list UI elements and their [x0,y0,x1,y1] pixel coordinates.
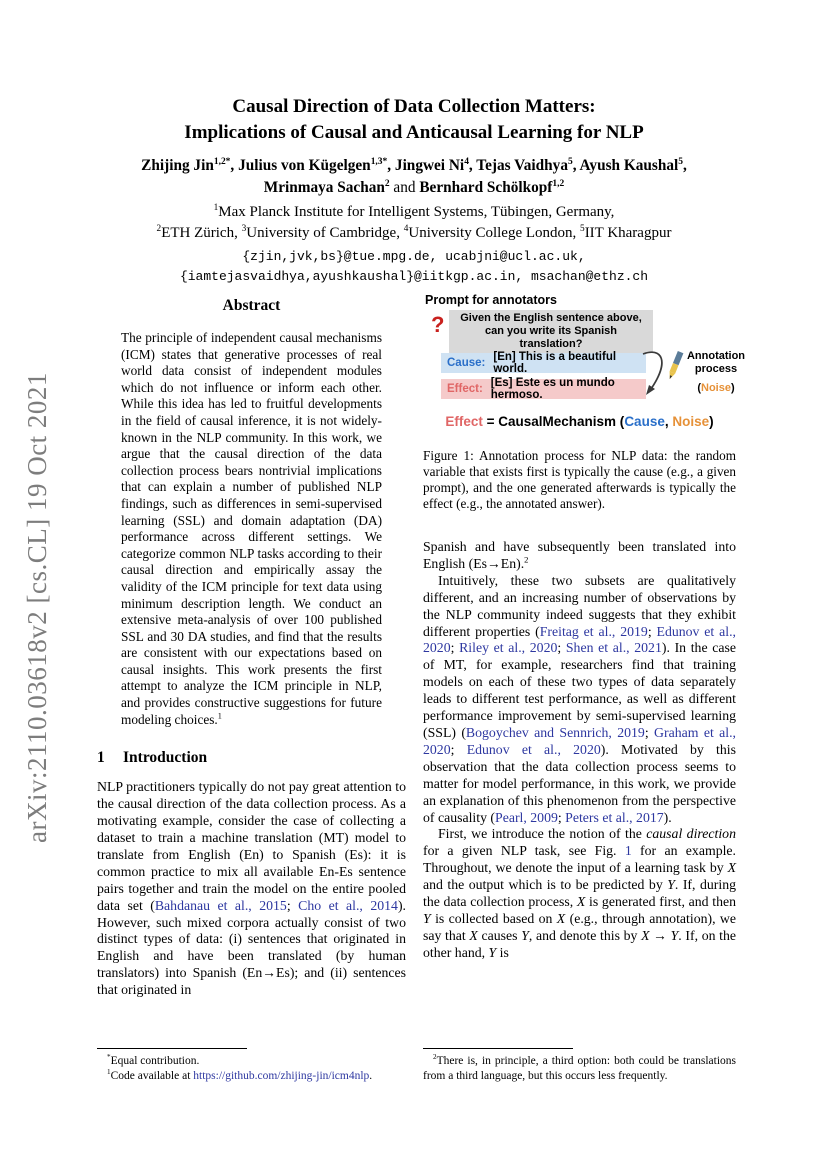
text-segment: and the output which is to be predicted by [423,877,668,893]
author-line-2 [0,177,828,199]
section-heading-introduction [97,749,406,767]
footnote-rule [423,1048,573,1049]
body-paragraph-2 [423,573,736,827]
text-segment: is collected based on [430,910,557,926]
citation-link[interactable]: Bogoychev and Sennrich, 2019 [465,724,645,740]
text-segment: , Jingwei Ni [387,157,465,174]
text-segment: ETH Zürich, [161,225,242,241]
paper-title [0,94,828,146]
footnote-code-link [97,1069,406,1083]
intro-paragraph [97,779,406,999]
text-segment: Bernhard Schölkopf [419,179,553,196]
body-paragraph-3 [423,826,736,961]
text-segment: . If, during the data collection process, [423,877,736,910]
affiliation-line-1 [0,202,828,223]
effect-label: Effect: [447,383,483,395]
text-segment: and [389,179,420,196]
superscript: 2 [524,554,529,565]
superscript: 1 [213,203,219,213]
text-segment: X [576,894,586,910]
text-segment: causal direction [646,826,736,842]
text-segment: , [664,414,673,429]
text-segment: for an example. Throughout, we denote the input of a learning task by [423,843,736,876]
citation-link[interactable]: Pearl, 2009 [495,809,558,825]
figure-1 [423,293,746,439]
left-footnotes [97,1048,406,1083]
text-segment: The principle of independent causal mechanisms (ICM) states that generative processes of real world data consist of independent modules which do not influence or inform each other. While this idea has led to fruitful developments in the field of causal inference, it is not widely-known in the NLP community. In this work, we argue that the causal direction of the data collection process bears nontrivial implications that can explain a number of published NLP findings, such as differences in semi-supervised learning (SSL) and domain adaptation (DA) performance across different settings. We categorize common NLP tasks according to their causal direction and empirically assay the validity of the ICM principle for text data using minimum description length. We conduct an extensive meta-analysis of over 100 published SSL and 30 DA studies, and find that the results are consistent with our expectations based on causal insights. This work presents the first attempt to analyze the ICM principle in NLP, and provides constructive suggestions for future modeling choices. [121,330,382,727]
citation-link[interactable]: Peters et al., 2017 [565,809,664,825]
effect-box [441,379,646,399]
text-segment: Spanish and have subsequently been translated into English (Es→En). [423,539,736,571]
right-column [423,293,746,1085]
text-segment: ( [697,382,702,394]
affiliation-block [0,202,828,244]
citation-link[interactable]: Bahdanau et al., 2015 [154,897,287,913]
superscript: 5 [567,156,573,167]
citation-link[interactable]: Shen et al., 2021 [565,640,662,656]
citation-link[interactable]: Cho et al., 2014 [298,897,398,913]
left-column [97,293,406,1085]
text-segment: causes [477,927,522,943]
text-segment: Noise [672,414,710,429]
annotation-process-label [678,350,754,395]
text-segment: X [469,927,478,943]
text-segment: IIT Kharagpur [584,225,672,241]
prompt-header-label: Prompt for annotators [425,293,557,307]
citation-link[interactable]: Graham et al., 2020 [423,724,736,757]
text-segment: Equal contribution. [110,1055,200,1068]
abstract-heading: Abstract [222,297,281,314]
paper-title-line2: Implications of Causal and Anticausal Learning for NLP [184,122,644,143]
superscript: 2 [433,1053,437,1062]
author-block [0,155,828,199]
text-segment: Noise [701,382,731,394]
body-paragraph-1 [423,539,736,573]
text-segment: ). [663,809,672,825]
superscript: 1,2 [552,178,565,189]
text-segment: , [683,157,687,174]
right-footnotes [423,1048,736,1083]
cause-box [441,353,646,373]
superscript: 3 [241,224,247,234]
email-line-1: {zjin,jvk,bs}@tue.mpg.de, ucabjni@ucl.ac.uk, [242,249,586,264]
citation-link[interactable]: Riley et al., 2020 [459,640,558,656]
text-segment: X [556,910,566,926]
text-segment: ). However, such mixed corpora actually consist of two distinct types of data: (i) sentences that originated in English and have been translated (by human translators) into Spanish (En→Es); and (ii) sentences that originated in [97,897,406,998]
superscript: 5 [678,156,684,167]
text-segment: ) [709,414,714,429]
text-segment: , Julius von Kügelgen [230,157,371,174]
section-number: 1 [97,749,105,767]
superscript: 1,2* [213,156,231,167]
text-segment: Y [667,877,675,893]
text-segment: Intuitively, these two subsets are qualitatively different, and an increasing number of observations by the NLP community indeed suggests that they exhibit different properties ( [423,572,736,639]
text-segment: ; [557,809,566,825]
paper-header [0,94,828,287]
text-segment: ). Motivated by this observation that the data collection process seems to matter for model performance, in this work, we provide an explanation of this phenomenon from the perspective of causality ( [423,741,736,825]
text-segment: (e.g., through annotation), we say that [423,910,737,943]
footnote-equal-contribution [97,1054,406,1068]
footnote-rule [97,1048,247,1049]
figure-1-caption: Figure 1: Annotation process for NLP data: the random variable that exists first is typically the cause (e.g., a given prompt), and the one generated afterwards is typically the effect (e.g., the annotated answer). [423,448,736,511]
author-line-1 [0,155,828,177]
text-segment: is [496,944,509,960]
speech-bubble-tail-icon [483,338,493,345]
text-segment: X [727,860,736,876]
arxiv-watermark: arXiv:2110.03618v2 [cs.CL] 19 Oct 2021 [22,372,52,844]
footnote-third-option [423,1054,736,1083]
text-segment: Max Planck Institute for Intelligent Systems, Tübingen, Germany, [218,204,615,220]
speech-bubble: Given the English sentence above, can you write its Spanish translation? [449,310,653,353]
question-mark-icon: ? [431,312,445,337]
text-segment: X → Y [641,927,679,943]
superscript: * [107,1053,111,1062]
text-segment: for a given NLP task, see Fig. [423,843,625,859]
text-segment: . If, on the other hand, [423,927,737,960]
citation-link[interactable]: Freitag et al., 2019 [539,623,648,639]
noise-label [678,382,754,395]
citation-link[interactable]: https://github.com/zhijing-jin/icm4nlp [193,1069,370,1082]
cause-label: Cause: [447,357,486,369]
text-segment: ; [644,724,655,740]
text-segment: ) [730,382,735,394]
text-segment: , Tejas Vaidhya [468,157,568,174]
email-line-2: {iamtejasvaidhya,ayushkaushal}@iitkgp.ac.in, msachan@ethz.ch [179,269,649,284]
superscript: 5 [580,224,585,234]
causal-mechanism-formula [423,414,736,429]
text-segment: University of Cambridge, [246,225,404,241]
email-block [0,247,828,287]
superscript: 4 [464,156,469,167]
text-segment: ; [647,623,657,639]
citation-link[interactable]: 1 [624,843,632,859]
text-segment: is generated first, and then [585,894,736,910]
text-segment: Zhijing Jin [141,157,214,174]
effect-sentence: [Es] Este es un mundo hermoso. [490,377,615,401]
text-segment: Mrinmaya Sachan [263,179,385,196]
text-segment: NLP practitioners typically do not pay great attention to the causal direction of the data collection process. As a motivating example, consider the case of collecting a dataset to train a machine translation (MT) model to translate from English (En) to Spanish (Es): it is common practice to mix all available En-Es sentence pairs together and train the model on the entire pooled data set ( [97,779,406,913]
cause-sentence: [En] This is a beautiful world. [493,351,617,375]
text-segment: ; [450,640,460,656]
text-segment: ). In the case of MT, for example, researchers find that training models on each of these two types of data separately leads to different test performance, as well as different performance improvement by semi-supervised learning (SSL) ( [423,640,736,740]
superscript: 1 [107,1067,111,1076]
affiliation-line-2 [0,223,828,244]
section-title: Introduction [123,749,208,767]
text-segment: , and denote this by [528,927,642,943]
annotation-line-2: process [694,363,738,375]
superscript: 1,3* [370,156,388,167]
text-segment: First, we introduce the notion of the [438,826,647,842]
text-segment: = CausalMechanism ( [482,414,625,429]
citation-link[interactable]: Edunov et al., 2020 [423,623,736,656]
text-segment: Y [423,910,431,926]
text-segment: University College London, [408,225,581,241]
text-segment: ; [450,741,467,757]
text-segment: ; [557,640,566,656]
text-segment: Y [488,944,497,960]
citation-link[interactable]: Edunov et al., 2020 [466,741,601,757]
paper-title-line1: Causal Direction of Data Collection Matters: [232,96,596,117]
text-segment: ; [286,897,299,913]
text-segment: Y [521,927,529,943]
superscript: 2 [156,224,162,234]
abstract-text [97,330,406,728]
text-segment: , Ayush Kaushal [572,157,679,174]
superscript: 2 [384,178,390,189]
superscript: 4 [403,224,409,234]
superscript: 1 [217,711,222,721]
text-segment: Code available at [110,1069,194,1082]
text-segment: Cause [624,414,665,429]
annotation-line-1: Annotation [686,350,746,362]
text-segment: There is, in principle, a third option: both could be translations from a third language, but this occurs less frequently. [423,1055,736,1082]
text-segment: . [369,1069,373,1082]
text-segment: Effect [445,414,483,429]
